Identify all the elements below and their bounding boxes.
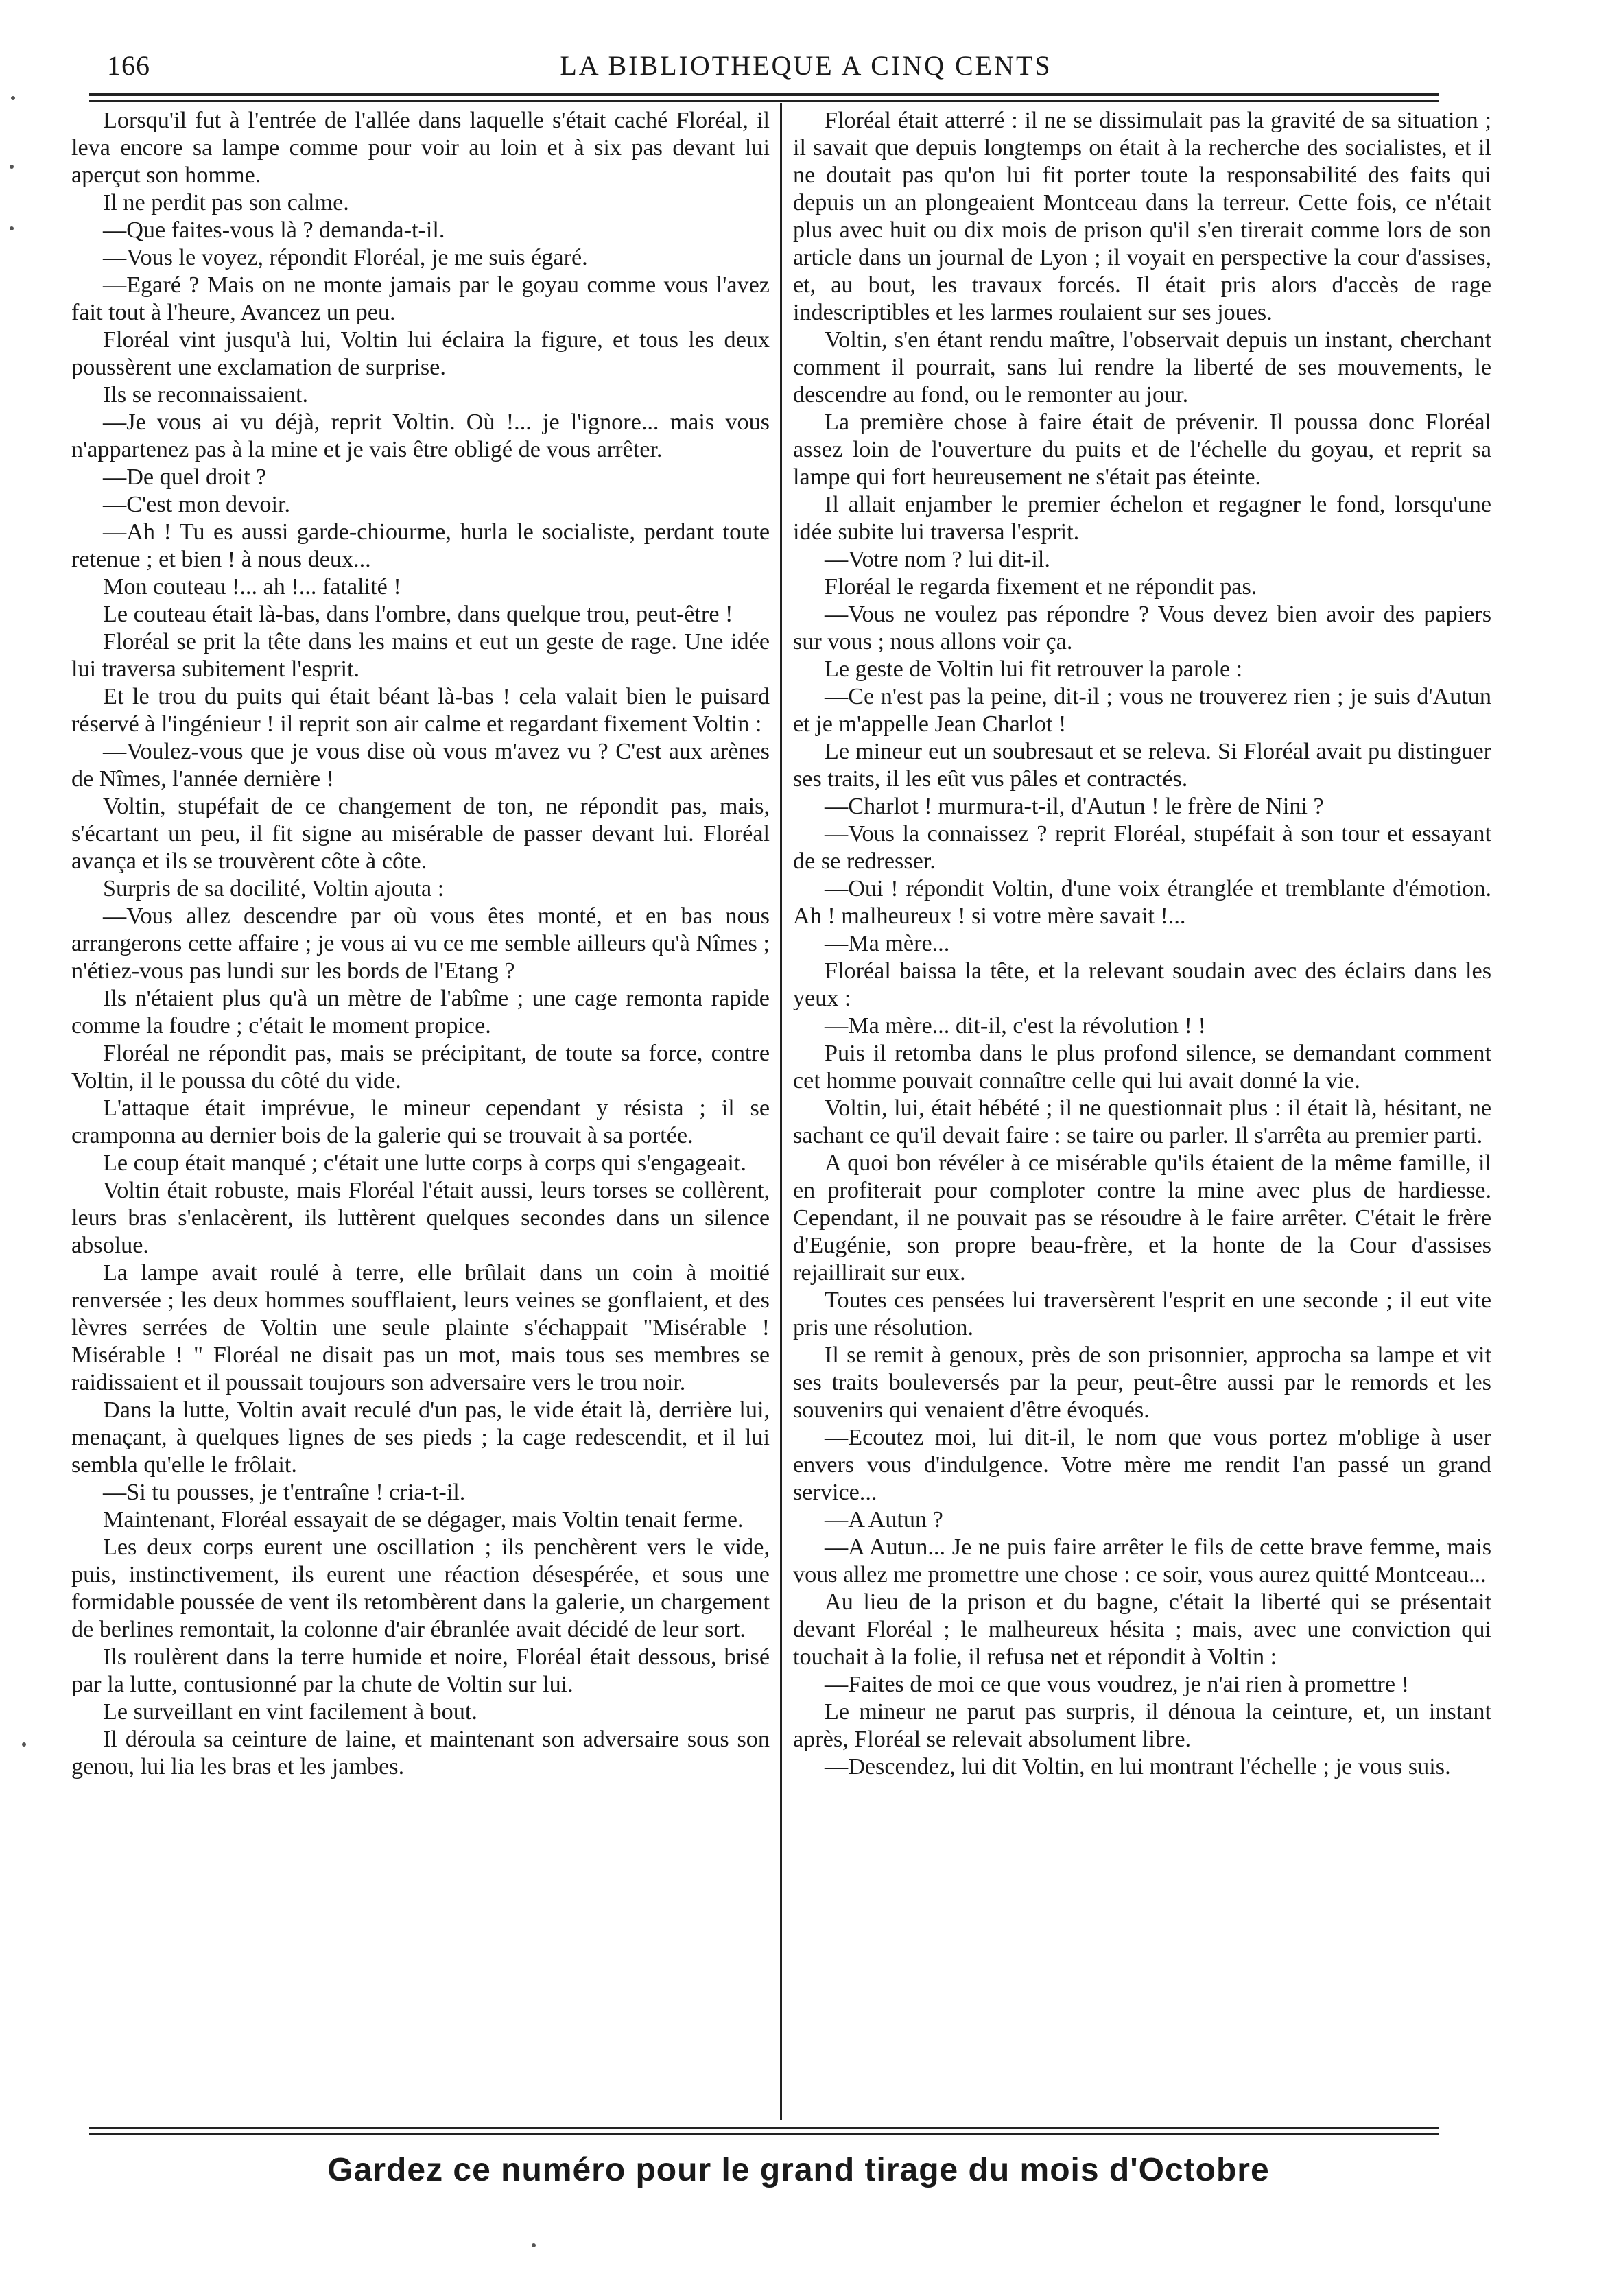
paragraph: Il ne perdit pas son calme. xyxy=(103,190,349,215)
paragraph: L'attaque était imprévue, le mineur cependant y résista ; il se cramponna au dernier bois de la galerie qui se trouvait à sa portée. xyxy=(71,1096,770,1148)
paragraph: Il se remit à genoux, près de son prisonnier, approcha sa lampe et vit ses traits bouleversés par la peur, peut-être aussi par le remords et les souvenirs qui venaient d'être évoqués. xyxy=(793,1342,1491,1423)
paragraph: Floréal vint jusqu'à lui, Voltin lui éclaira la figure, et tous les deux poussèrent une exclamation de surprise. xyxy=(71,327,770,380)
paragraph: Le couteau était là-bas, dans l'ombre, dans quelque trou, peut-être ! xyxy=(103,602,733,627)
paragraph: Le mineur eut un soubresaut et se releva. Si Floréal avait pu distinguer ses traits, il les eût vus pâles et contractés. xyxy=(793,739,1491,792)
page-header xyxy=(103,45,1509,89)
paragraph: —C'est mon devoir. xyxy=(103,492,290,517)
paragraph: —Egaré ? Mais on ne monte jamais par le goyau comme vous l'avez fait tout à l'heure, Avancez un peu. xyxy=(71,272,770,325)
paragraph: Floréal baissa la tête, et la relevant soudain avec des éclairs dans les yeux : xyxy=(793,958,1491,1011)
paragraph: Toutes ces pensées lui traversèrent l'esprit en une seconde ; il eut vite pris une résolution. xyxy=(793,1288,1491,1340)
paragraph: —A Autun ? xyxy=(825,1507,943,1532)
paragraph: —Ce n'est pas la peine, dit-il ; vous ne trouverez rien ; je suis d'Autun et je m'appelle Jean Charlot ! xyxy=(793,684,1491,737)
paragraph: Le geste de Voltin lui fit retrouver la parole : xyxy=(825,656,1243,682)
paragraph: Il déroula sa ceinture de laine, et maintenant son adversaire sous son genou, lui lia les bras et les jambes. xyxy=(71,1727,770,1779)
paragraph: Mon couteau !... ah !... fatalité ! xyxy=(103,574,401,600)
paragraph: —Ma mère... dit-il, c'est la révolution ! ! xyxy=(825,1013,1206,1039)
paragraph: Voltin, s'en étant rendu maître, l'observait depuis un instant, cherchant comment il pourrait, sans lui rendre la liberté de ses mouvements, le descendre au fond, ou le remonter au jour. xyxy=(793,327,1491,407)
paragraph: Voltin était robuste, mais Floréal l'était aussi, leurs torses se collèrent, leurs bras s'enlacèrent, ils luttèrent quelques secondes dans un silence absolue. xyxy=(71,1178,770,1258)
paragraph: Floréal se prit la tête dans les mains et eut un geste de rage. Une idée lui traversa subitement l'esprit. xyxy=(71,629,770,682)
margin-speck xyxy=(532,2243,536,2247)
paragraph: —Vous la connaissez ? reprit Floréal, stupéfait à son tour et essayant de se redresser. xyxy=(793,821,1491,874)
paragraph: —Vous ne voulez pas répondre ? Vous devez bien avoir des papiers sur vous ; nous allons voir ça. xyxy=(793,602,1491,654)
paragraph: —Descendez, lui dit Voltin, en lui montrant l'échelle ; je vous suis. xyxy=(825,1754,1451,1779)
footer-notice: Gardez ce numéro pour le grand tirage du mois d'Octobre xyxy=(327,2152,1270,2188)
paragraph: Surpris de sa docilité, Voltin ajouta : xyxy=(103,876,445,901)
paragraph: Maintenant, Floréal essayait de se dégager, mais Voltin tenait ferme. xyxy=(103,1507,744,1532)
paragraph: —Charlot ! murmura-t-il, d'Autun ! le frère de Nini ? xyxy=(825,794,1324,819)
paragraph: Il allait enjamber le premier échelon et regagner le fond, lorsqu'une idée subite lui traversa l'esprit. xyxy=(793,492,1491,545)
paragraph: Ils roulèrent dans la terre humide et noire, Floréal était dessous, brisé par la lutte, contusionné par la chute de Voltin sur lui. xyxy=(71,1644,770,1697)
paragraph: —Oui ! répondit Voltin, d'une voix étranglée et tremblante d'émotion. Ah ! malheureux ! si votre mère savait !... xyxy=(793,876,1491,929)
paragraph: Au lieu de la prison et du bagne, c'était la liberté qui se présentait devant Floréal ; le malheureux hésita ; mais, avec une conviction qui touchait à la folie, il refusa net et répondit à Voltin : xyxy=(793,1589,1491,1670)
paragraph: —Faites de moi ce que vous voudrez, je n'ai rien à promettre ! xyxy=(825,1672,1410,1697)
paragraph: —Ecoutez moi, lui dit-il, le nom que vous portez m'oblige à user envers vous d'indulgence. Votre mère me rendit l'an passé un grand service... xyxy=(793,1425,1491,1505)
left-column xyxy=(71,107,770,1781)
paragraph: —Ma mère... xyxy=(825,931,950,956)
paragraph: —Vous allez descendre par où vous êtes monté, et en bas nous arrangerons cette affaire ; je vous ai vu ce me semble ailleurs qu'à Nîmes ; n'étiez-vous pas lundi sur les bords de l'Etang ? xyxy=(71,903,770,984)
paragraph: —Si tu pousses, je t'entraîne ! cria-t-il. xyxy=(103,1480,466,1505)
paragraph: Le coup était manqué ; c'était une lutte corps à corps qui s'engageait. xyxy=(103,1150,746,1176)
paragraph: —Votre nom ? lui dit-il. xyxy=(825,547,1050,572)
paragraph: Floréal ne répondit pas, mais se précipitant, de toute sa force, contre Voltin, il le poussa du côté du vide. xyxy=(71,1041,770,1093)
margin-speck xyxy=(10,165,14,169)
paragraph: Dans la lutte, Voltin avait reculé d'un pas, le vide était là, derrière lui, menaçant, à quelques lignes de ses pieds ; la cage redescendit, et il lui sembla qu'elle le frôlait. xyxy=(71,1397,770,1478)
paragraph: Les deux corps eurent une oscillation ; ils penchèrent vers le vide, puis, instinctivement, ils eurent une réaction désespérée, et sous une formidable poussée de vent ils retombèrent dans la galerie, un chargement de berlines remontait, la colonne d'air ébranlée avait décidé de leur sort. xyxy=(71,1535,770,1642)
footer-rule xyxy=(89,2127,1439,2129)
paragraph: Lorsqu'il fut à l'entrée de l'allée dans laquelle s'était caché Floréal, il leva encore sa lampe comme pour voir au loin et à six pas devant lui aperçut son homme. xyxy=(71,108,770,188)
margin-speck xyxy=(10,226,14,230)
paragraph: —De quel droit ? xyxy=(103,464,267,490)
header-rule xyxy=(89,93,1439,96)
paragraph: Ils n'étaient plus qu'à un mètre de l'abîme ; une cage remonta rapide comme la foudre ; c'était le moment propice. xyxy=(71,986,770,1039)
paragraph: —Voulez-vous que je vous dise où vous m'avez vu ? C'est aux arènes de Nîmes, l'année dernière ! xyxy=(71,739,770,792)
paragraph: La lampe avait roulé à terre, elle brûlait dans un coin à moitié renversée ; les deux hommes soufflaient, leurs veines se gonflaient, et des lèvres serrées de Voltin une seule plainte s'échappait "Misérable ! Misérable ! " Floréal ne disait pas un mot, mais tous ses membres se raidissaient et il poussait toujours son adversaire vers le trou noir. xyxy=(71,1260,770,1395)
margin-speck xyxy=(22,1742,26,1747)
paragraph: Puis il retomba dans le plus profond silence, se demandant comment cet homme pouvait connaître celle qui lui avait donné la vie. xyxy=(793,1041,1491,1093)
paragraph: Floréal était atterré : il ne se dissimulait pas la gravité de sa situation ; il savait que depuis longtemps on était à la recherche des socialistes, et il ne doutait pas qu'on lui fit porter toute la responsabilité des faits qui depuis un an plongeaient Montceau dans la terreur. Cette fois, ce n'était plus avec huit ou dix mois de prison qu'il s'en tirerait comme lors de son article dans un journal de Lyon ; il voyait en perspective la cour d'assises, et, au bout, les travaux forcés. Il était pris alors d'accès de rage indescriptibles et les larmes roulaient sur ses joues. xyxy=(793,108,1491,325)
right-column xyxy=(793,107,1491,1781)
paragraph: Voltin, lui, était hébété ; il ne questionnait plus : il était là, hésitant, ne sachant ce qu'il devait faire : se taire ou parler. Il s'arrêta au premier parti. xyxy=(793,1096,1491,1148)
paragraph: Et le trou du puits qui était béant là-bas ! cela valait bien le puisard réservé à l'ingénieur ! il reprit son air calme et regardant fixement Voltin : xyxy=(71,684,770,737)
paragraph: Floréal le regarda fixement et ne répondit pas. xyxy=(825,574,1257,600)
paragraph: —Ah ! Tu es aussi garde-chiourme, hurla le socialiste, perdant toute retenue ; et bien ! à nous deux... xyxy=(71,519,770,572)
paragraph: Le surveillant en vint facilement à bout. xyxy=(103,1699,477,1725)
margin-speck xyxy=(11,96,15,100)
paragraph: Ils se reconnaissaient. xyxy=(103,382,309,407)
paragraph: —Que faites-vous là ? demanda-t-il. xyxy=(103,217,445,243)
column-divider xyxy=(780,103,782,2120)
paragraph: —Je vous ai vu déjà, reprit Voltin. Où !... je l'ignore... mais vous n'appartenez pas à la mine et je vais être obligé de vous arrêter. xyxy=(71,410,770,462)
paragraph: Voltin, stupéfait de ce changement de ton, ne répondit pas, mais, s'écartant un peu, il fit signe au misérable de passer devant lui. Floréal avança et ils se trouvèrent côte à côte. xyxy=(71,794,770,874)
paragraph: —A Autun... Je ne puis faire arrêter le fils de cette brave femme, mais vous allez me promettre une chose : ce soir, vous aurez quitté Montceau... xyxy=(793,1535,1491,1587)
page-number: 166 xyxy=(107,50,150,81)
paragraph: Le mineur ne parut pas surpris, il dénoua la ceinture, et, un instant après, Floréal se relevait absolument libre. xyxy=(793,1699,1491,1752)
paragraph: A quoi bon révéler à ce misérable qu'ils étaient de la même famille, il en profiterait pour comploter contre la mine avec plus de hardiesse. Cependant, il ne pouvait pas se résoudre à le faire arrêter. C'était le frère d'Eugénie, son propre beau-frère, et la honte de la Cour d'assises rejaillirait sur eux. xyxy=(793,1150,1491,1286)
paragraph: —Vous le voyez, répondit Floréal, je me suis égaré. xyxy=(103,245,588,270)
paragraph: La première chose à faire était de prévenir. Il poussa donc Floréal assez loin de l'ouverture du puits et de l'échelle du goyau, et reprit sa lampe qui fort heureusement ne s'était pas éteinte. xyxy=(793,410,1491,490)
running-title: LA BIBLIOTHEQUE A CINQ CENTS xyxy=(560,50,1052,81)
